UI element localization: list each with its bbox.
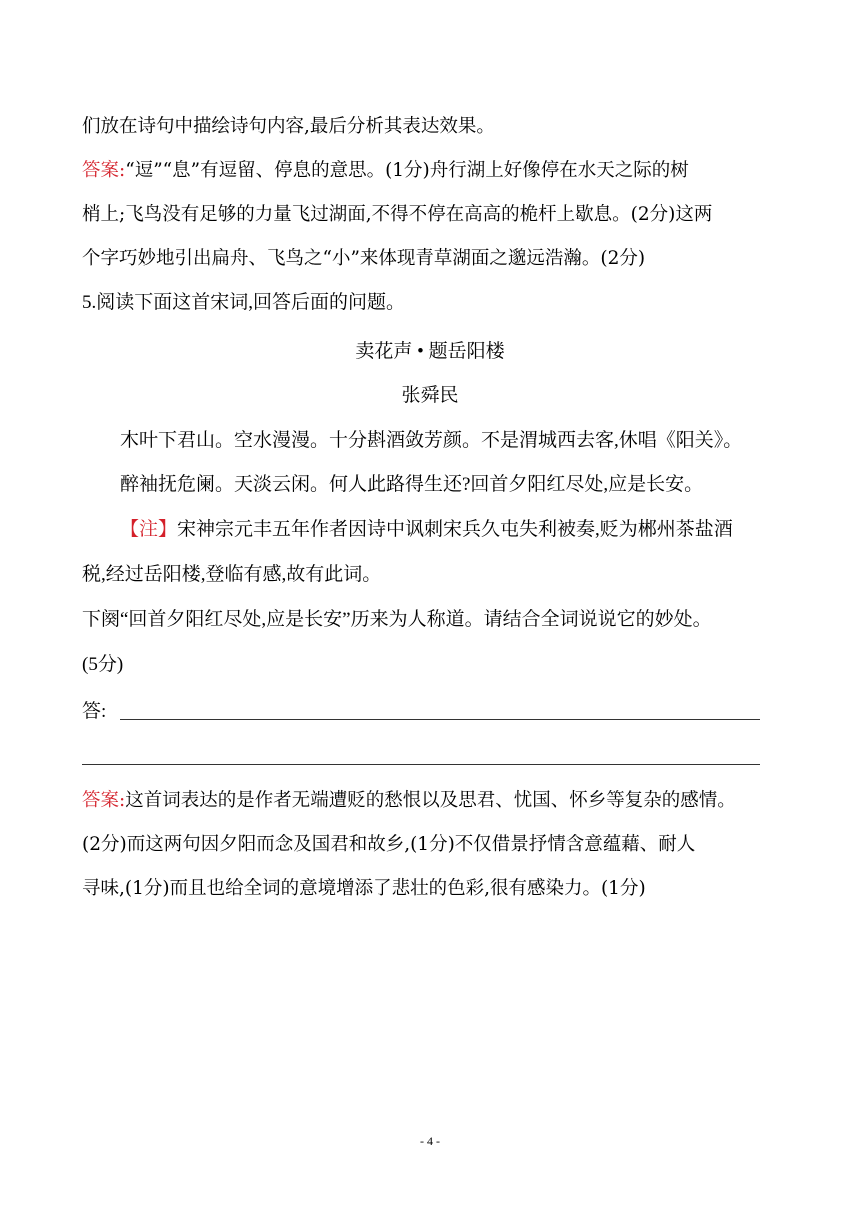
answer-text: “逗”“息”有逗留、停息的意思。(1分)舟行湖上好像停在水天之际的树 xyxy=(125,160,689,181)
answer-5-line-1 xyxy=(82,789,736,813)
note-line-1 xyxy=(120,518,733,542)
previous-answer-line-1 xyxy=(82,159,689,183)
page-number: - 4 - xyxy=(420,1134,440,1148)
answer-5-line-3: 寻味,(1分)而且也给全词的意境增添了悲壮的色彩,很有感染力。(1分) xyxy=(82,878,646,899)
question-line-2: (5分) xyxy=(82,654,124,675)
previous-answer-line-3: 个字巧妙地引出扁舟、飞鸟之“小”来体现青草湖面之邈远浩瀚。(2分) xyxy=(82,248,646,269)
answer-prompt: 答: xyxy=(82,701,107,722)
answer-blank-line-2 xyxy=(82,764,760,765)
answer-5-text: 这首词表达的是作者无端遭贬的愁恨以及思君、忧国、怀乡等复杂的感情。 xyxy=(125,790,736,811)
answer-blank-line-1 xyxy=(120,719,760,720)
question-line-1: 下阕“回首夕阳红尽处,应是长安”历来为人称道。请结合全词说说它的妙处。 xyxy=(82,609,712,630)
answer-continuation-line: 们放在诗句中描绘诗句内容,最后分析其表达效果。 xyxy=(82,116,495,137)
poem-line-1: 木叶下君山。空水漫漫。十分斟酒敛芳颜。不是渭城西去客,休唱《阳关》。 xyxy=(120,430,743,451)
poem-title: 卖花声 • 题岳阳楼 xyxy=(355,341,505,362)
note-label: 【注】 xyxy=(120,519,178,540)
note-text: 宋神宗元丰五年作者因诗中讽刺宋兵久屯失利被奏,贬为郴州茶盐酒 xyxy=(177,519,733,540)
answer-5-line-2: (2分)而这两句因夕阳而念及国君和故乡,(1分)不仅借景抒情含意蕴藉、耐人 xyxy=(82,834,696,855)
poem-author: 张舜民 xyxy=(401,385,459,406)
answer-5-label: 答案: xyxy=(82,790,126,811)
question-5-prompt: 5.阅读下面这首宋词,回答后面的问题。 xyxy=(82,292,406,313)
note-line-2: 税,经过岳阳楼,登临有感,故有此词。 xyxy=(82,564,382,585)
previous-answer-line-2: 梢上;飞鸟没有足够的力量飞过湖面,不得不停在高高的桅杆上歇息。(2分)这两 xyxy=(82,204,713,225)
answer-label: 答案: xyxy=(82,160,126,181)
poem-line-2: 醉袖抚危阑。天淡云闲。何人此路得生还?回首夕阳红尽处,应是长安。 xyxy=(120,474,704,495)
